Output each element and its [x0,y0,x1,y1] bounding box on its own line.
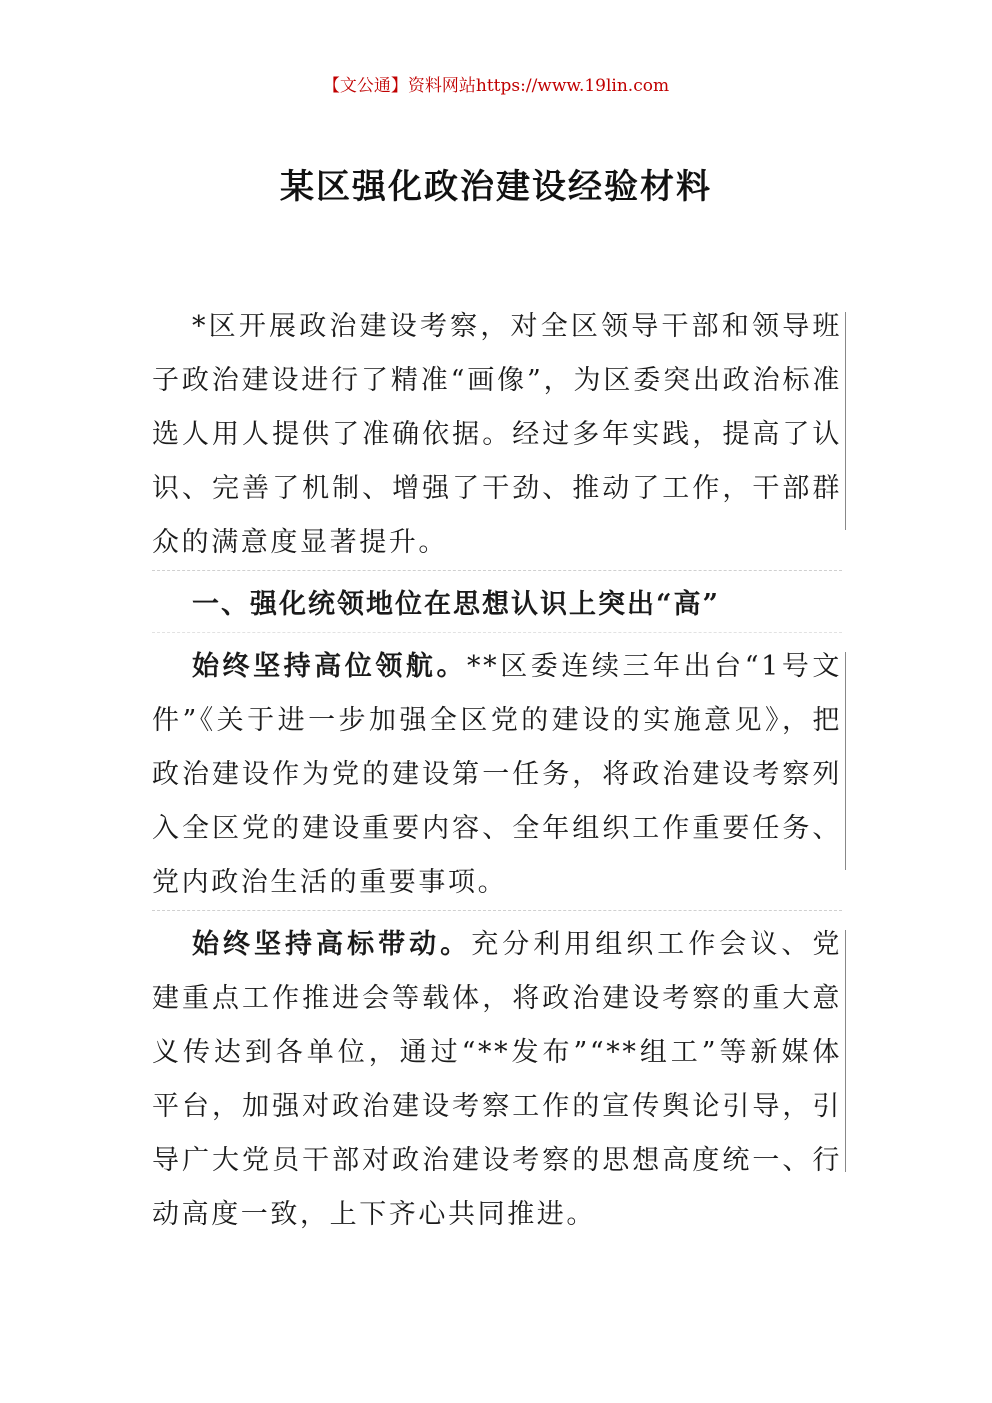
paragraph-text: **区委连续三年出台“1号文件”《关于进一步加强全区党的建设的实施意见》，把政治建设作为党的建设第一任务，将政治建设考察列入全区党的建设重要内容、全年组织工作重要任务、党内政治生活的重要事项。 [152,651,842,898]
paragraph-text: 充分利用组织工作会议、党建重点工作推进会等载体，将政治建设考察的重大意义传达到各单位，通过“**发布”“**组工”等新媒体平台，加强对政治建设考察工作的宣传舆论引导，引导广大党员干部对政治建设考察的思想高度统一、行动高度一致，上下齐心共同推进。 [152,929,843,1230]
header-website-link[interactable]: 【文公通】资料网站https://www.19lin.com [322,76,670,96]
section-heading: 一、强化统领地位在思想认识上突出“高” [152,578,842,633]
intro-paragraph: *区开展政治建设考察，对全区领导干部和领导班子政治建设进行了精准“画像”，为区委突出政治标准选人用人提供了准确依据。经过多年实践，提高了认识、完善了机制、增强了干劲、推动了工作，干部群众的满意度显著提升。 [152,300,842,571]
section-paragraph [152,640,842,911]
section-paragraph [152,918,842,1242]
document-body [152,300,842,1249]
document-title: 某区强化政治建设经验材料 [280,167,712,207]
paragraph-lead: 始终坚持高位领航。 [192,651,468,682]
paragraph-lead: 始终坚持高标带动。 [192,929,472,960]
